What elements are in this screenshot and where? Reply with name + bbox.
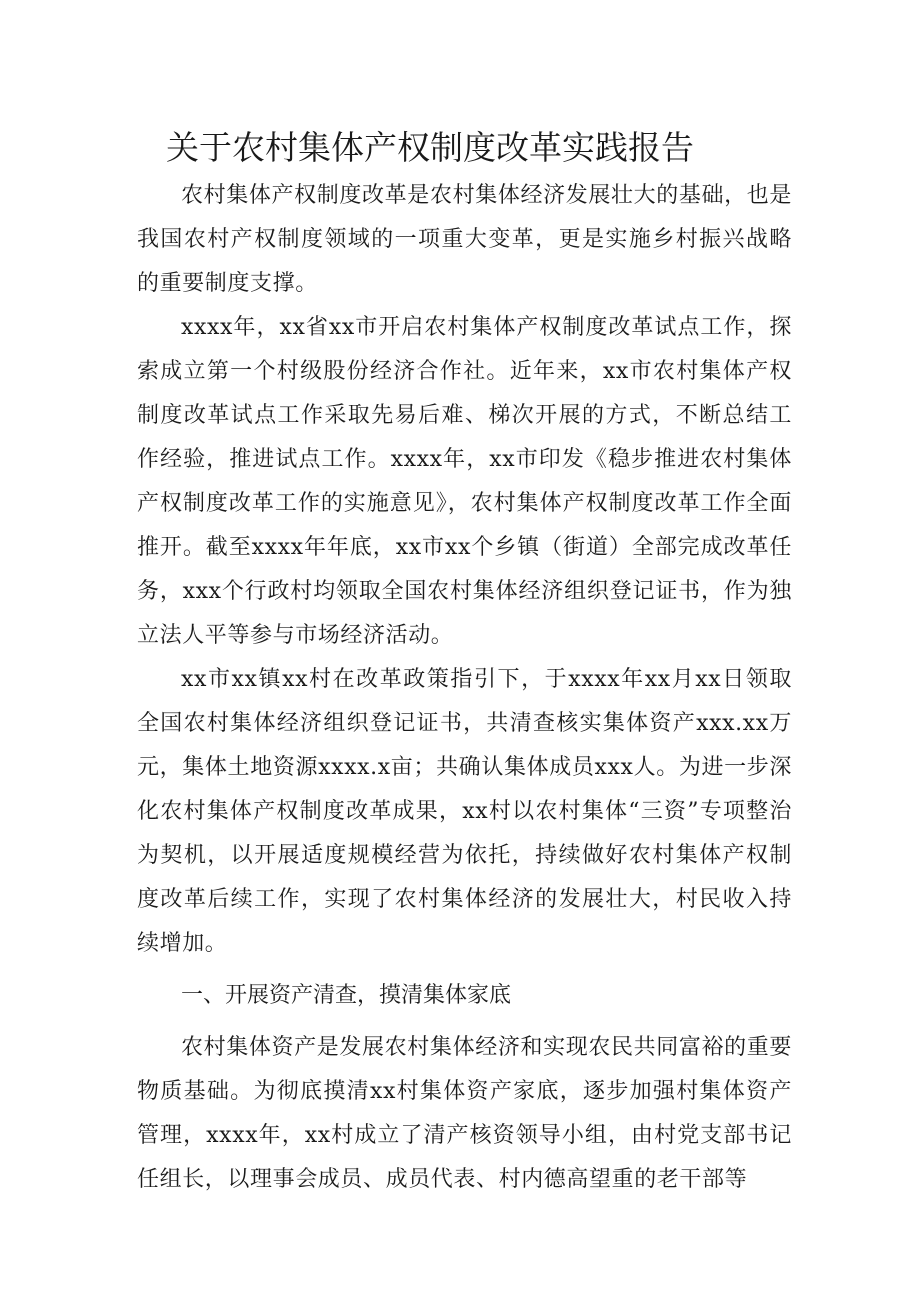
section-heading-asset-inventory: 一、开展资产清查，摸清集体家底 [181, 983, 512, 1008]
paragraph-background: xxxx年，xx省xx市开启农村集体产权制度改革试点工作，探索成立第一个村级股份经济合作社。近年来，xx市农村集体产权制度改革试点工作采取先易后难、梯次开展的方式，不断总结工作经验，推进试点工作。xxxx年，xx市印发《稳步推进农村集体产权制度改革工作的实施意见》，农村集体产权制度改革工作全面推开。截至xxxx年年底，xx市xx个乡镇（街道）全部完成改革任务，xxx个行政村均领取全国农村集体经济组织登记证书，作为独立法人平等参与市场经济活动。 [137, 315, 792, 648]
paragraph-village-overview: xx市xx镇xx村在改革政策指引下，于xxxx年xx月xx日领取全国农村集体经济组织登记证书，共清查核实集体资产xxx.xx万元，集体土地资源xxxx.x亩；共确认集体成员xxx人。为进一步深化农村集体产权制度改革成果，xx村以农村集体“三资”专项整治为契机，以开展适度规模经营为依托，持续做好农村集体产权制度改革后续工作，实现了农村集体经济的发展壮大，村民收入持续增加。 [137, 667, 792, 956]
paragraph-asset-inventory: 农村集体资产是发展农村集体经济和实现农民共同富裕的重要物质基础。为彻底摸清xx村集体资产家底，逐步加强村集体资产管理，xxxx年，xx村成立了清产核资领导小组，由村党支部书记任组长，以理事会成员、成员代表、村内德高望重的老干部等 [137, 1035, 792, 1192]
document-title: 关于农村集体产权制度改革实践报告 [166, 128, 694, 167]
document-body [137, 174, 792, 1202]
paragraph-intro: 农村集体产权制度改革是农村集体经济发展壮大的基础，也是我国农村产权制度领域的一项重大变革，更是实施乡村振兴战略的重要制度支撑。 [137, 183, 792, 296]
